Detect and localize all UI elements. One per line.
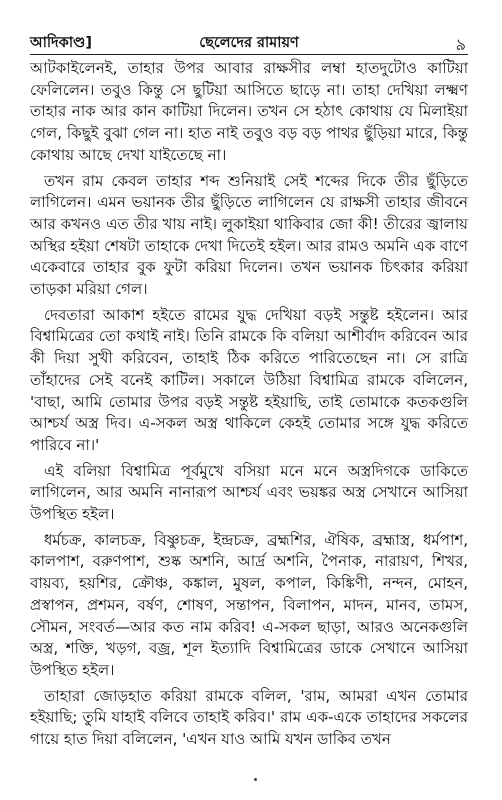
- paragraph-3: দেবতারা আকাশ হইতে রামের যুদ্ধ দেখিয়া বড়ই সন্তুষ্ট হইলেন। আর বিশ্বামিত্রের তো কথাই নাই। তিনি রামকে কি বলিয়া আশীর্বাদ করিবেন আর কী দিয়া সুখী করিবেন, তাহাই ঠিক করিতে পারিতেছেন না। সে রাত্রি তাঁহাদের সেই বনেই কাটিল। সকালে উঠিয়া বিশ্বামিত্র রামকে বলিলেন, 'বাছা, আমি তোমার উপর বড়ই সন্তুষ্ট হইয়াছি, তাই তোমাকে কতকগুলি আশ্চর্য অস্ত্র দিব। এ-সকল অস্ত্র থাকিলে কেহই তোমার সঙ্গে যুদ্ধ করিতে পারিবে না।': [30, 305, 468, 454]
- page-number: ৯: [455, 35, 466, 54]
- paragraph-1: আটকাইলেনই, তাহার উপর আবার রাক্ষসীর লম্বা হাতদুটোও কাটিয়া ফেলিলেন। তবুও কিন্তু সে ছুটিয়া আসিতে ছাড়ে না। তাহা দেখিয়া লক্ষ্মণ তাহার নাক আর কান কাটিয়া দিলেন। তখন সে হঠাৎ কোথায় যে মিলাইয়া গেল, কিছুই বুঝা গেল না। হাত নাই তবুও বড় বড় পাথর ছুঁড়িয়া মারে, কিন্তু কোথায় আছে দেখা যাইতেছে না।: [30, 59, 468, 164]
- paragraph-6: তাহারা জোড়হাত করিয়া রামকে বলিল, 'রাম, আমরা এখন তোমার হইয়াছি; তুমি যাহাই বলিবে তাহাই করিব।' রাম এক-একে তাহাদের সকলের গায়ে হাত দিয়া বলিলেন, 'এখন যাও আমি যখন ডাকিব তখন: [30, 686, 468, 749]
- section-label: আদিকাণ্ড]: [30, 35, 92, 51]
- running-header: [30, 30, 468, 55]
- body-text: [30, 58, 468, 755]
- paragraph-4: এই বলিয়া বিশ্বামিত্র পূর্বমুখে বসিয়া মনে মনে অস্ত্রদিগকে ডাকিতে লাগিলেন, আর অমনি নানারূপ আশ্চর্য এবং ভয়ঙ্কর অস্ত্র সেখানে আসিয়া উপস্থিত হইল।: [30, 461, 468, 524]
- paragraph-5: ধর্মচক্র, কালচক্র, বিষ্ণুচক্র, ইন্দ্রচক্র, ব্রহ্মশির, ঐষিক, ব্রহ্মাস্ত্র, ধর্মপাশ, কালপাশ, বরুণপাশ, শুষ্ক অশনি, আর্দ্র অশনি, পৈনাক, নারায়ণ, শিখর, বায়ব্য, হয়শির, ক্রৌঞ্চ, কঙ্কাল, মুষল, কপাল, কিঙ্কিণী, নন্দন, মোহন, প্রস্বাপন, প্রশমন, বর্ষণ, শোষণ, সন্তাপন, বিলাপন, মাদন, মানব, তামস, সৌমন, সংবর্ত—আর কত নাম করিব! এ-সকল ছাড়া, আরও অনেকগুলি অস্ত্র, শক্তি, খড়গ, বজ্র, শূল ইত্যাদি বিশ্বামিত্রের ডাকে সেখানে আসিয়া উপস্থিত হইল।: [30, 530, 468, 679]
- print-speck: [254, 778, 257, 781]
- paragraph-2: তখন রাম কেবল তাহার শব্দ শুনিয়াই সেই শব্দের দিকে তীর ছুঁড়িতে লাগিলেন। এমন ভয়ানক তীর ছুঁড়িতে লাগিলেন যে রাক্ষসী তাহার জীবনে আর কখনও এত তীর খায় নাই। লুকাইয়া থাকিবার জো কী! তীরের জ্বালায় অস্থির হইয়া শেষটা তাহাকে দেখা দিতেই হইল। আর রামও অমনি এক বাণে একেবারে তাহার বুক ফুটা করিয়া দিলেন। তখন ভয়ানক চিৎকার করিয়া তাড়কা মরিয়া গেল।: [30, 171, 468, 299]
- book-title: ছেলেদের রামায়ণ: [199, 35, 299, 51]
